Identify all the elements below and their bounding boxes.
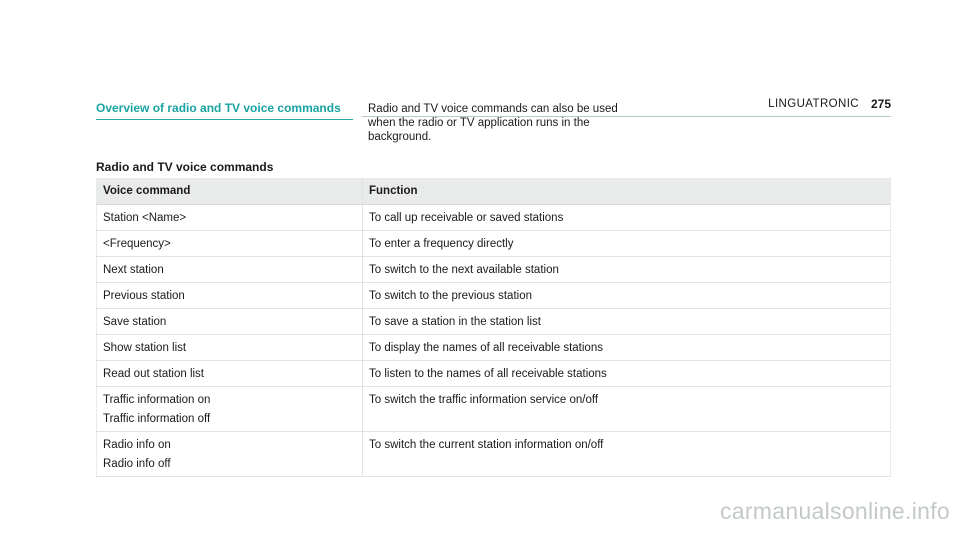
table-row xyxy=(97,387,891,432)
table-row xyxy=(97,205,891,231)
watermark-text: carmanualsonline.info xyxy=(719,498,950,524)
voice-command-cell: Read out station list xyxy=(97,361,363,387)
section-heading: Overview of radio and TV voice commands xyxy=(96,101,353,120)
column-header-voice-command: Voice command xyxy=(97,178,363,205)
voice-command-cell: Previous station xyxy=(97,283,363,309)
function-cell: To switch the traffic information service on/off xyxy=(363,387,891,432)
voice-command-off: Radio info off xyxy=(103,458,171,470)
voice-command-cell: Next station xyxy=(97,257,363,283)
voice-command-cell xyxy=(97,387,363,432)
page-number: 275 xyxy=(870,97,891,111)
function-cell: To listen to the names of all receivable stations xyxy=(363,361,891,387)
table-row xyxy=(97,361,891,387)
voice-command-cell xyxy=(97,432,363,477)
voice-commands-table xyxy=(96,178,891,477)
chapter-title: LINGUATRONIC xyxy=(768,98,859,110)
function-cell: To enter a frequency directly xyxy=(363,231,891,257)
table-header-row xyxy=(97,178,891,205)
voice-command-cell: Station <Name> xyxy=(97,205,363,231)
voice-command-cell: Show station list xyxy=(97,335,363,361)
column-header-function: Function xyxy=(363,178,891,205)
voice-command-off: Traffic information off xyxy=(103,413,211,425)
function-cell: To display the names of all receivable stations xyxy=(363,335,891,361)
voice-command-on: Radio info on xyxy=(103,439,171,451)
function-cell: To switch the current station information on/off xyxy=(363,432,891,477)
voice-command-cell: Save station xyxy=(97,309,363,335)
table-row xyxy=(97,335,891,361)
function-cell: To call up receivable or saved stations xyxy=(363,205,891,231)
function-cell: To save a station in the station list xyxy=(363,309,891,335)
intro-paragraph: Radio and TV voice commands can also be used when the radio or TV application runs in the background. xyxy=(368,103,618,143)
table-row xyxy=(97,309,891,335)
table-row xyxy=(97,257,891,283)
table-row xyxy=(97,432,891,477)
table-row xyxy=(97,231,891,257)
function-cell: To switch to the next available station xyxy=(363,257,891,283)
voice-command-cell: <Frequency> xyxy=(97,231,363,257)
function-cell: To switch to the previous station xyxy=(363,283,891,309)
voice-command-on: Traffic information on xyxy=(103,394,211,406)
table-row xyxy=(97,283,891,309)
table-title: Radio and TV voice commands xyxy=(96,160,274,174)
